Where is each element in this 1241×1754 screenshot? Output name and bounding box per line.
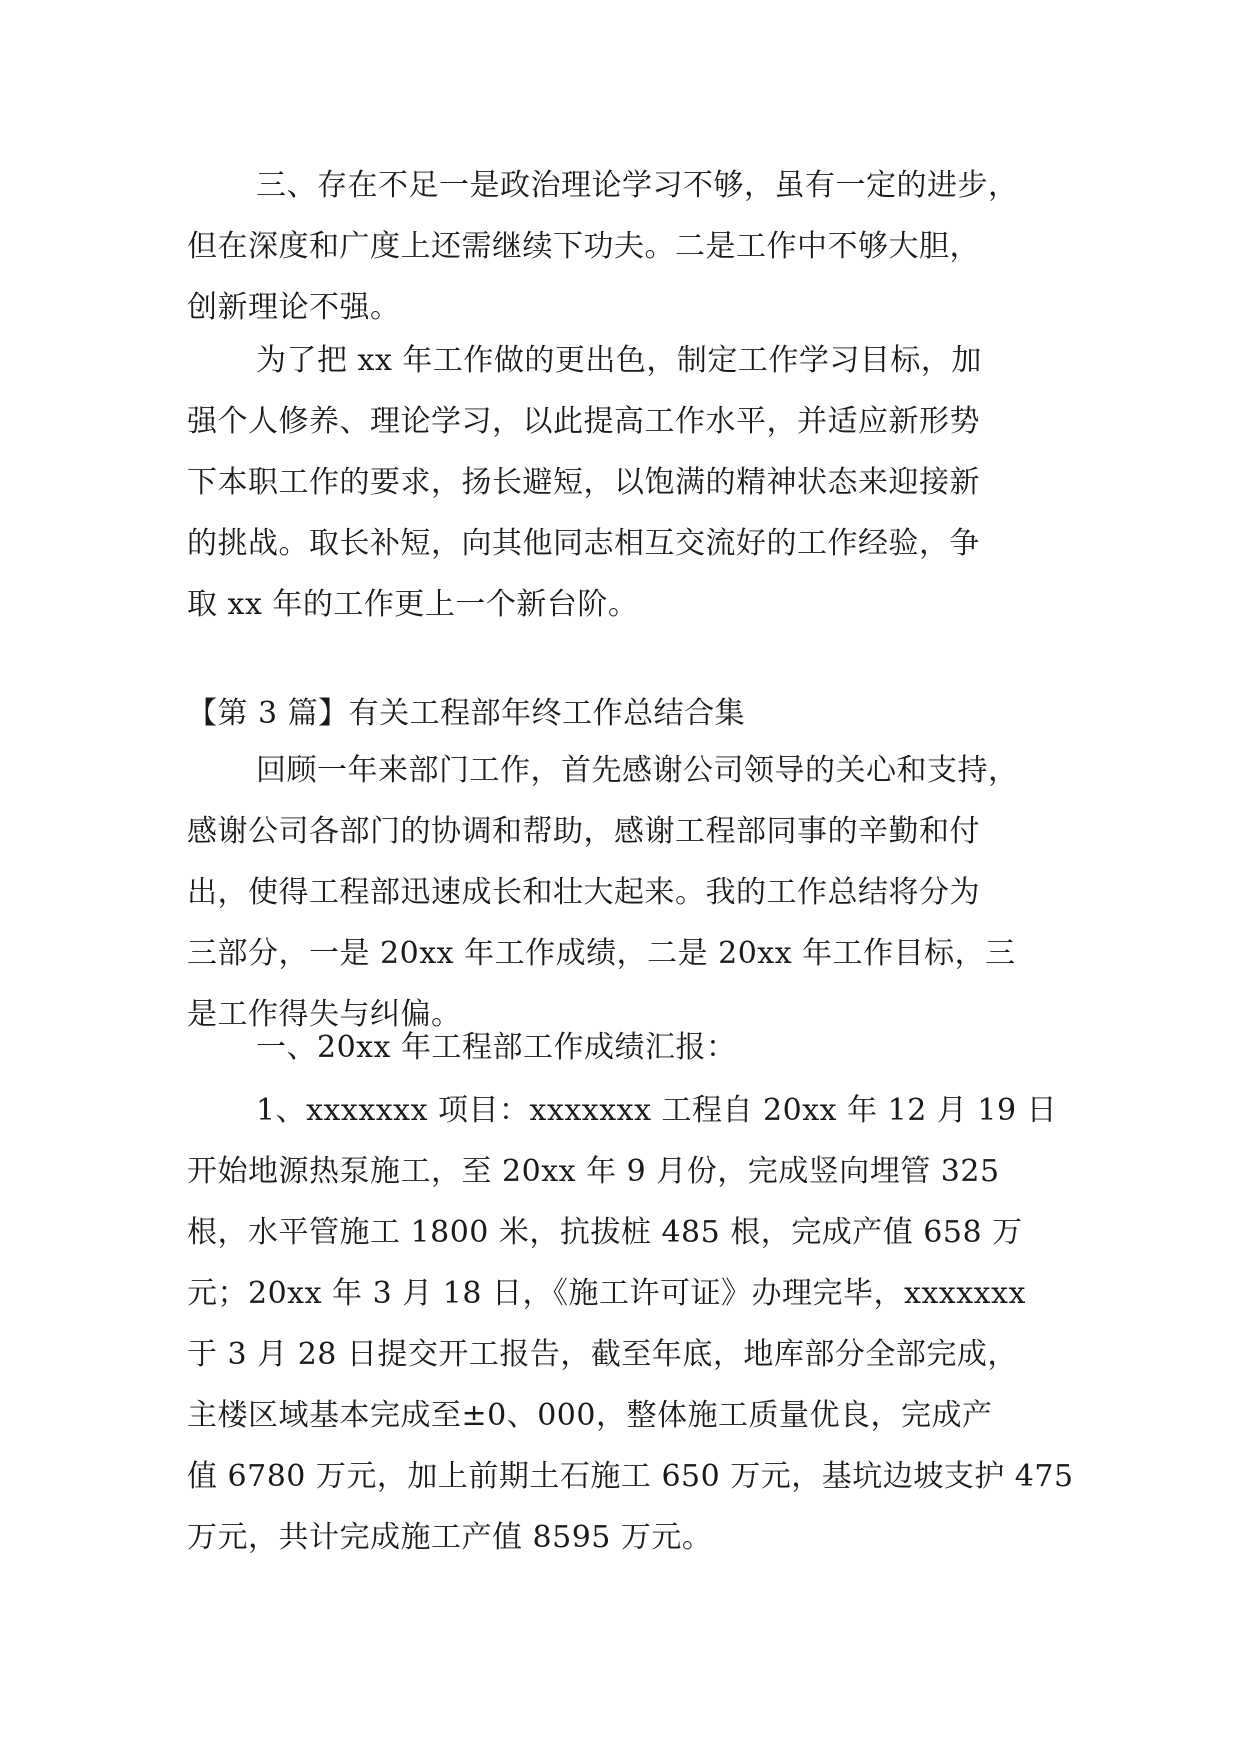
paragraph-line: 取 xx 年的工作更上一个新台阶。 <box>187 587 639 622</box>
paragraph-line: 但在深度和广度上还需继续下功夫。二是工作中不够大胆， <box>187 229 980 264</box>
paragraph-line: 创新理论不强。 <box>187 290 401 325</box>
section-heading-container <box>187 683 1062 744</box>
paragraph-line: 强个人修养、理论学习，以此提高工作水平，并适应新形势 <box>187 404 980 439</box>
paragraph-line: 感谢公司各部门的协调和帮助，感谢工程部同事的辛勤和付 <box>187 814 980 849</box>
paragraph-line: 根，水平管施工 1800 米，抗拔桩 485 根，完成产值 658 万 <box>187 1215 1023 1250</box>
section-heading: 【第 3 篇】有关工程部年终工作总结合集 <box>187 696 746 731</box>
paragraph-line: 万元，共计完成施工产值 8595 万元。 <box>187 1520 713 1555</box>
paragraph-line: 三部分，一是 20xx 年工作成绩，二是 20xx 年工作目标，三 <box>187 936 1016 971</box>
paragraph-line: 回顾一年来部门工作，首先感谢公司领导的关心和支持， <box>256 753 1019 788</box>
paragraph-line: 三、存在不足一是政治理论学习不够，虽有一定的进步， <box>256 168 1019 203</box>
paragraph-line: 为了把 xx 年工作做的更出色，制定工作学习目标，加 <box>256 343 982 378</box>
paragraph-review <box>187 740 1062 1045</box>
paragraph-line: 出，使得工程部迅速成长和壮大起来。我的工作总结将分为 <box>187 875 980 910</box>
paragraph-shortcomings <box>187 155 1062 338</box>
paragraph-line: 下本职工作的要求，扬长避短，以饱满的精神状态来迎接新 <box>187 465 980 500</box>
paragraph-line: 于 3 月 28 日提交开工报告，截至年底，地库部分全部完成， <box>187 1337 1018 1372</box>
paragraph-line: 的挑战。取长补短，向其他同志相互交流好的工作经验，争 <box>187 526 980 561</box>
subheading-achievements <box>187 1017 1062 1078</box>
subheading-line: 一、20xx 年工程部工作成绩汇报： <box>256 1030 737 1065</box>
paragraph-line: 元；20xx 年 3 月 18 日，《施工许可证》办理完毕，xxxxxxx <box>187 1276 1026 1311</box>
paragraph-line: 开始地源热泵施工，至 20xx 年 9 月份，完成竖向埋管 325 <box>187 1154 1000 1189</box>
paragraph-line: 1、xxxxxxx 项目：xxxxxxx 工程自 20xx 年 12 月 19 日 <box>256 1093 1058 1128</box>
paragraph-project-details <box>187 1080 1074 1568</box>
paragraph-line: 是工作得失与纠偏。 <box>187 997 462 1032</box>
paragraph-line: 主楼区域基本完成至±0、000，整体施工质量优良，完成产 <box>187 1398 993 1433</box>
paragraph-line: 值 6780 万元，加上前期土石施工 650 万元，基坑边坡支护 475 <box>187 1459 1074 1494</box>
paragraph-goals <box>187 330 1062 635</box>
